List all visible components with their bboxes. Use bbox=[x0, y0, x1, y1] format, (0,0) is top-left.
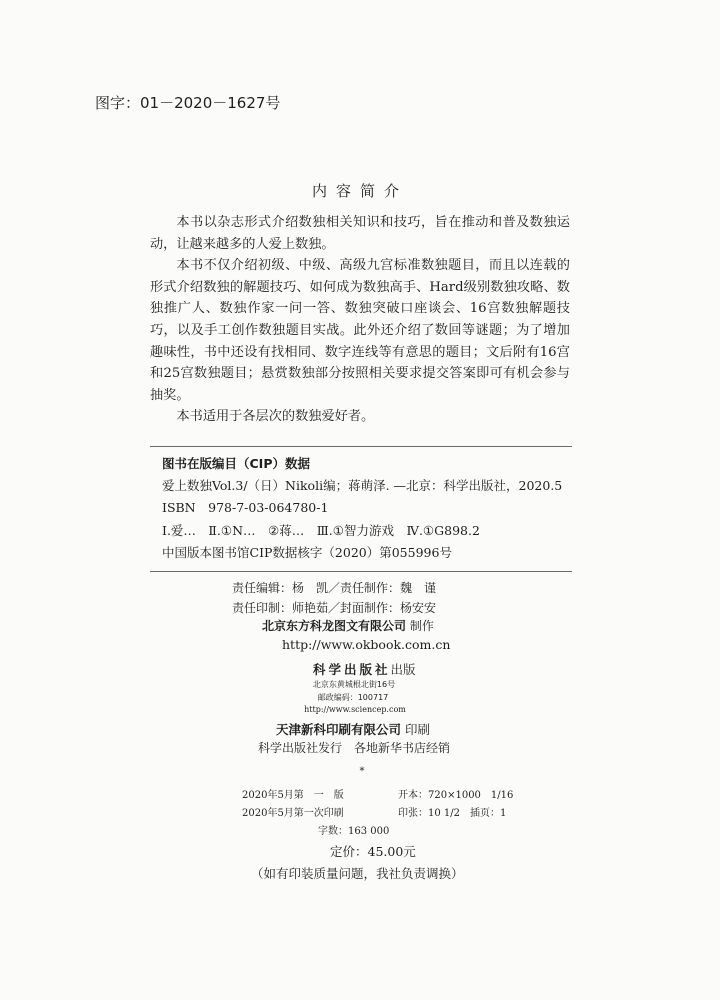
summary-paragraph: 本书适用于各层次的数独爱好者。 bbox=[176, 409, 375, 425]
impression-info: 2020年5月第一次印刷 bbox=[242, 808, 344, 819]
copyright-registration: 图字：01－2020－1627号 bbox=[95, 94, 281, 112]
publisher-url: http://www.sciencep.com bbox=[304, 705, 406, 714]
print-credit: 责任印制：师艳茹／封面制作：杨安安 bbox=[232, 601, 437, 615]
summary-paragraph: 本书不仅介绍初级、中级、高级九宫标准数独题目，而且以连载的形式介绍数独的解题技巧、如何成为数独高手、Hard级别数独攻略、数独推广人、数独作家一问一答、数独突破口座谈会、16宫数独解题技巧，以及手工创作数独题目实战。此外还介绍了数回等谜题；为了增加趣味性，书中还设有找相同、数字连线等有意思的题目；文后附有16宫和25宫数独题目；悬赏数独部分按照相关要求提交答案即可有机会参与抽奖。 bbox=[150, 258, 570, 403]
price: 定价：45.00元 bbox=[330, 844, 416, 859]
cip-isbn: ISBN 978-7-03-064780-1 bbox=[162, 500, 329, 515]
cip-line: 爱上数独Vol.3/（日）Nikoli编；蒋萌泽. —北京：科学出版社，2020.5 bbox=[162, 478, 563, 493]
summary-body bbox=[150, 212, 570, 428]
publisher-address: 北京东黄城根北街16号 bbox=[312, 680, 396, 689]
printer-line bbox=[276, 720, 430, 738]
publisher-logo-name: 科学出版社 bbox=[313, 662, 391, 677]
word-count: 字数：163 000 bbox=[318, 826, 390, 837]
summary-heading: 内容简介 bbox=[311, 182, 408, 200]
publisher-line bbox=[313, 660, 416, 678]
editor-credit: 责任编辑：杨 凯／责任制作：魏 谨 bbox=[232, 581, 437, 595]
publisher-postcode: 邮政编码：100717 bbox=[317, 693, 389, 702]
publisher-suffix: 出版 bbox=[390, 662, 416, 677]
producer-line bbox=[262, 617, 434, 634]
cip-heading: 图书在版编目（CIP）数据 bbox=[162, 456, 310, 471]
cip-bottom-rule bbox=[150, 571, 572, 572]
format-info: 开本：720×1000 1/16 bbox=[398, 790, 514, 801]
cip-classification: Ⅰ.爱… Ⅱ.①N… ②蒋… Ⅲ.①智力游戏 Ⅳ.①G898.2 bbox=[162, 523, 480, 538]
quality-notice: （如有印装质量问题，我社负责调换） bbox=[251, 866, 464, 881]
producer-name: 北京东方科龙图文有限公司 bbox=[262, 619, 407, 633]
summary-paragraph: 本书以杂志形式介绍数独相关知识和技巧，旨在推动和普及数独运动，让越来越多的人爱上数独。 bbox=[150, 215, 570, 252]
edition-info: 2020年5月第 一 版 bbox=[242, 790, 344, 801]
printer-suffix: 印刷 bbox=[401, 722, 430, 737]
cip-top-rule bbox=[150, 446, 572, 447]
printer-name: 天津新科印刷有限公司 bbox=[276, 722, 402, 737]
distribution-line: 科学出版社发行 各地新华书店经销 bbox=[258, 741, 451, 755]
producer-suffix: 制作 bbox=[406, 619, 434, 633]
producer-url: http://www.okbook.com.cn bbox=[282, 637, 451, 652]
sheets-info: 印张：10 1/2 插页：1 bbox=[398, 808, 507, 819]
cip-record-number: 中国版本图书馆CIP数据核字（2020）第055996号 bbox=[162, 545, 452, 560]
star-divider: * bbox=[359, 766, 365, 777]
